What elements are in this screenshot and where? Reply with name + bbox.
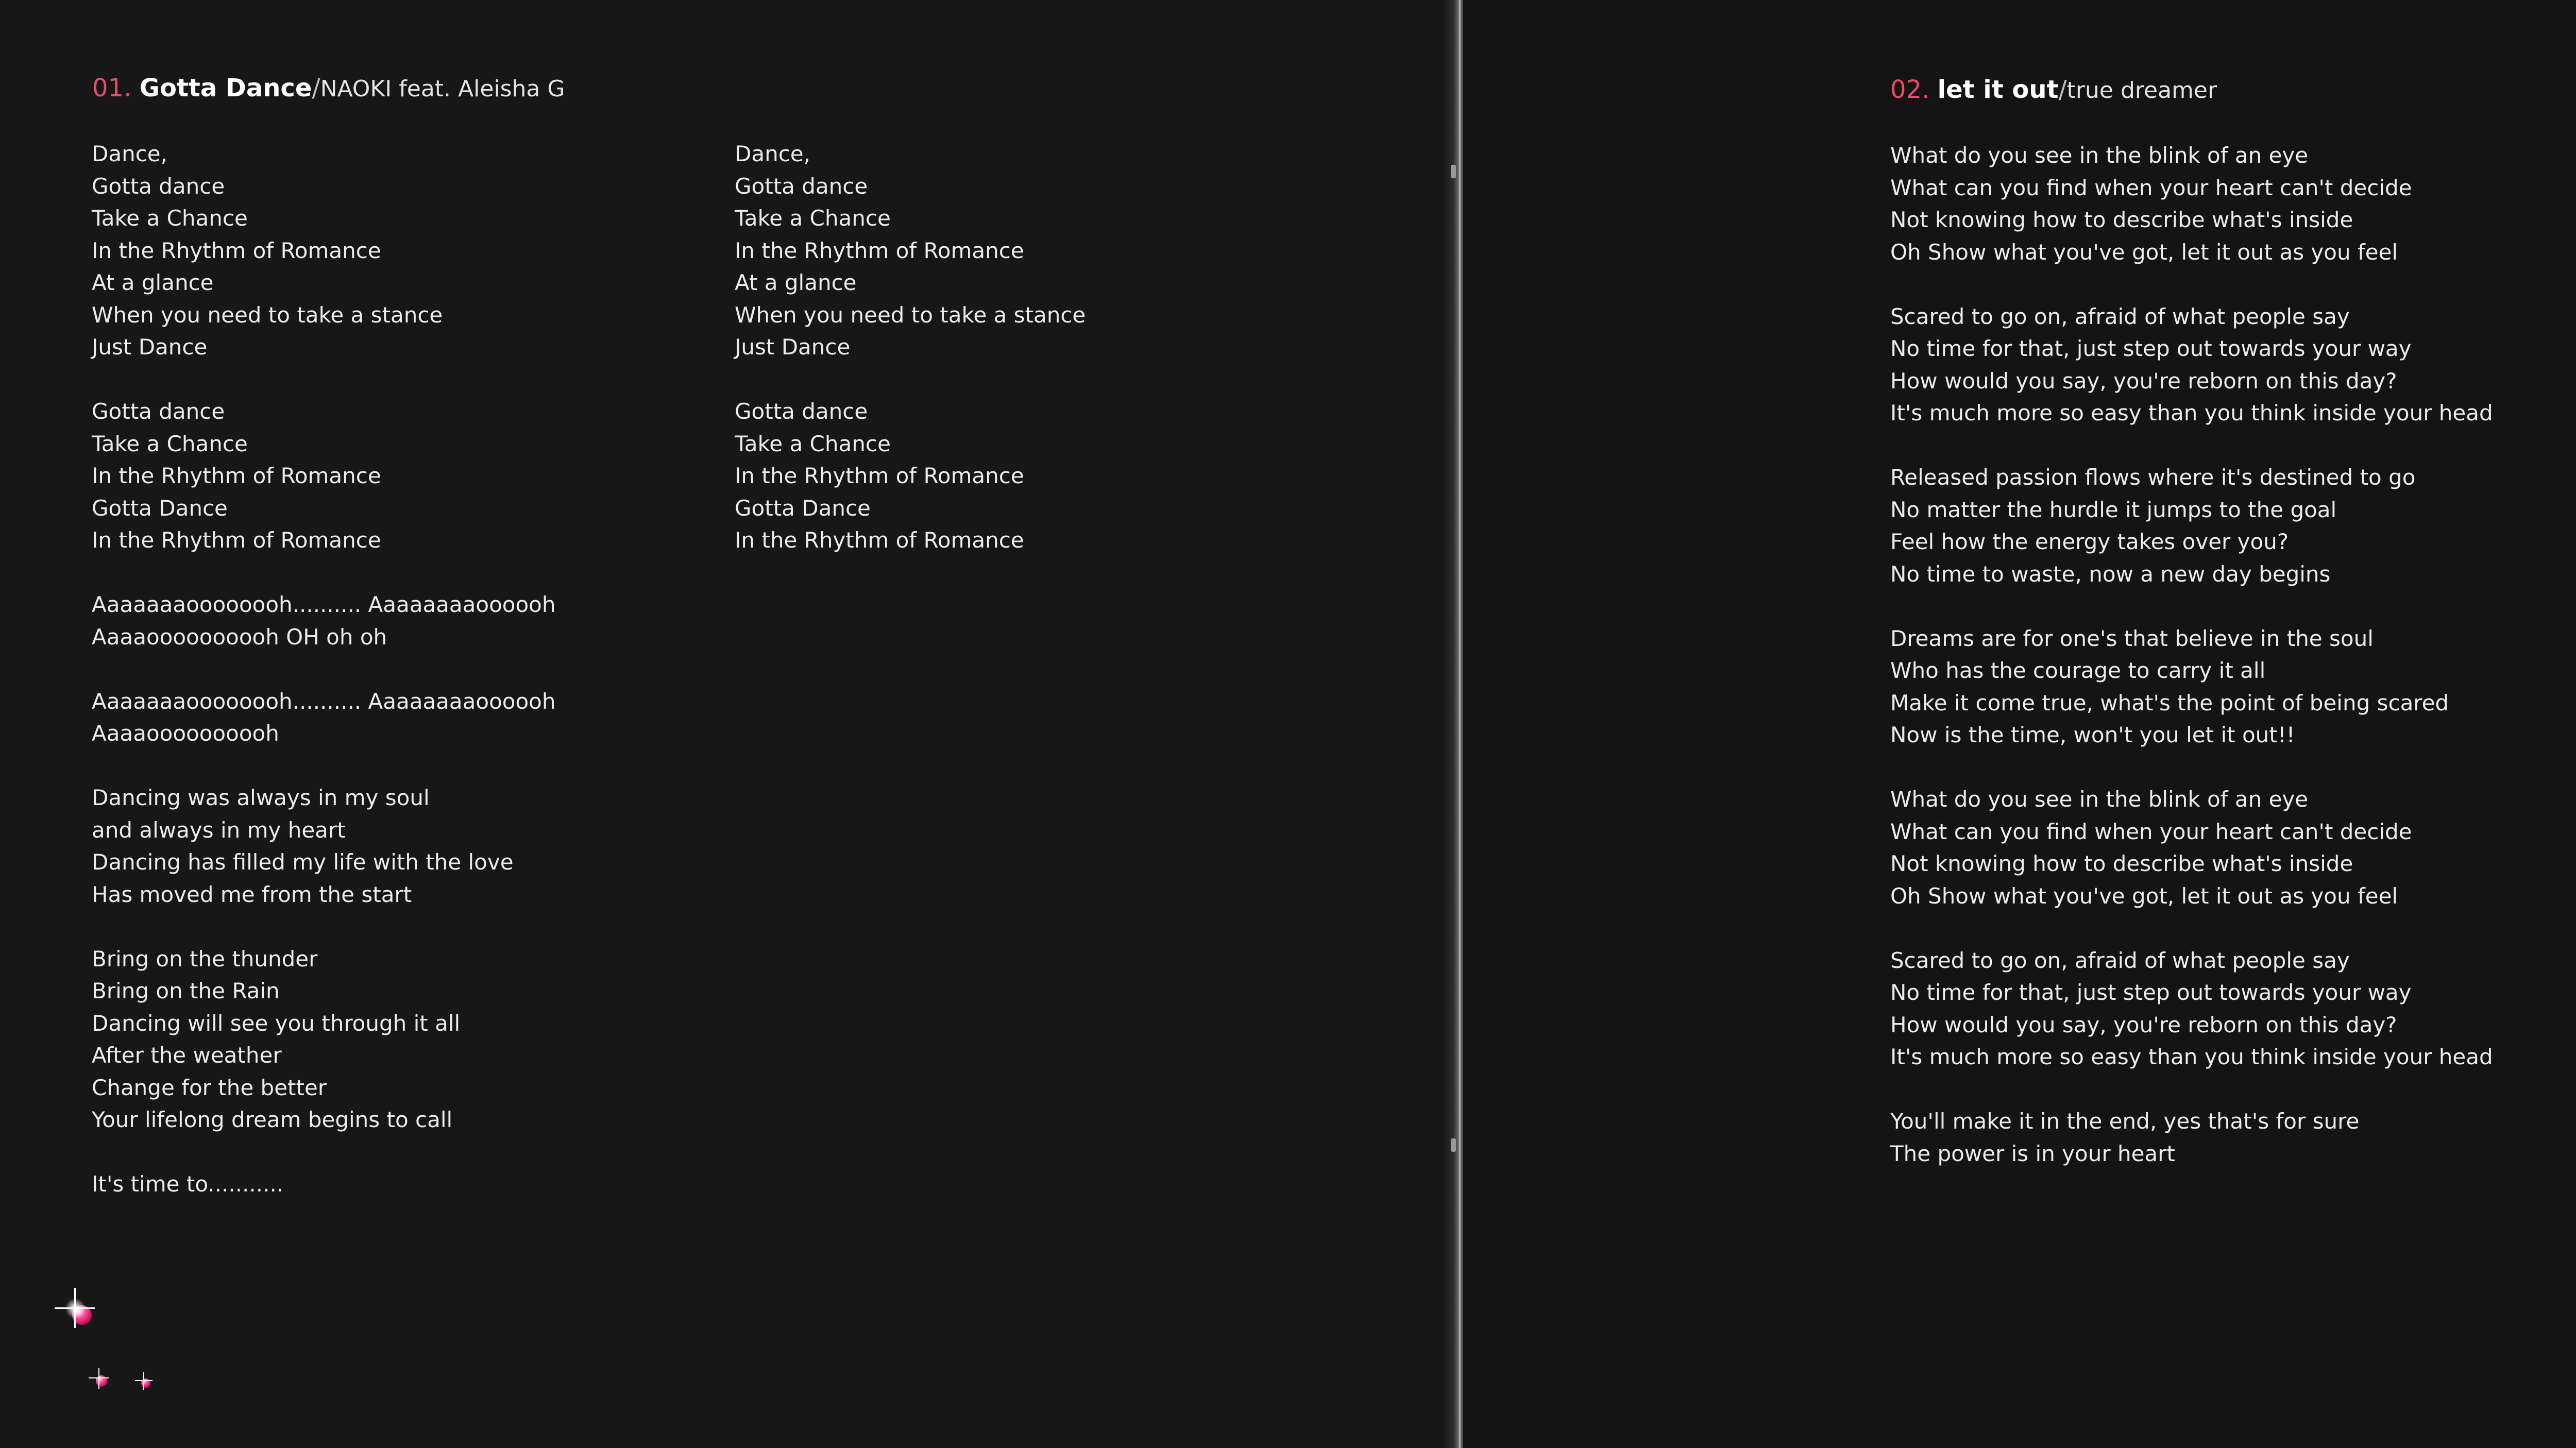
song-artist: true dreamer (2066, 77, 2217, 104)
song-title: Gotta Dance (139, 74, 312, 103)
lyrics-column-1: Dance, Gotta dance Take a Chance In the Rhythm of Romance At a glance When you need to take a stance Just Dance Gotta dance Take a Chance In the Rhythm of Romance Gotta Dance In the Rhythm of Romance Aaaaaaaoooooooh.......... Aaaaaaaaoooooh Aaaaoooooooooh OH oh oh Aaaaaaaoooooooh.......... Aaaaaaaaoooooh Aaaaoooooooooh Dancing was always in my soul and always in my heart Dancing has filled my life with the love Has moved me from the start Bring on the thunder Bring on the Rain Dancing will see you through it all After the weather Change for the better Your lifelong dream begins to call It's time to........... (92, 141, 556, 1197)
lyrics-column-2: Dance, Gotta dance Take a Chance In the Rhythm of Romance At a glance When you need to take a stance Just Dance Gotta dance Take a Chance In the Rhythm of Romance Gotta Dance In the Rhythm of Romance (735, 141, 1086, 553)
title-separator: / (2058, 75, 2067, 104)
pink-gem-sparkle-icon (52, 1283, 113, 1344)
song-artist: NAOKI feat. Aleisha G (320, 76, 565, 102)
song-title-heading-02 (1890, 75, 2217, 104)
staple (1451, 165, 1456, 178)
pink-gem-sparkle-icon (87, 1366, 117, 1397)
track-number: 02. (1890, 75, 1930, 104)
staple (1451, 1138, 1456, 1152)
pink-gem-sparkle-icon (133, 1370, 159, 1396)
song-title: let it out (1937, 75, 2059, 104)
right-page (1463, 0, 2576, 1448)
song-title-heading-01 (92, 74, 565, 103)
track-number: 01. (92, 74, 132, 103)
title-separator: / (312, 74, 320, 103)
lyrics-column: What do you see in the blink of an eye What can you find when your heart can't decide Not knowing how to describe what's inside Oh Show what you've got, let it out as you feel Scared to go on, afraid of what people say No time for that, just step out towards your way How would you say, you're reborn on this day? It's much more so easy than you think inside your head Released passion flows where it's destined to go No matter the hurdle it jumps to the goal Feel how the energy takes over you? No time to waste, now a new day begins Dreams are for one's that believe in the soul Who has the courage to carry it all Make it come true, what's the point of being scared Now is the time, won't you let it out!! What do you see in the blink of an eye What can you find when your heart can't decide Not knowing how to describe what's inside Oh Show what you've got, let it out as you feel Scared to go on, afraid of what people say No time for that, just step out towards your way How would you say, you're reborn on this day? It's much more so easy than you think inside your head You'll make it in the end, yes that's for sure The power is in your heart (1890, 143, 2493, 1166)
